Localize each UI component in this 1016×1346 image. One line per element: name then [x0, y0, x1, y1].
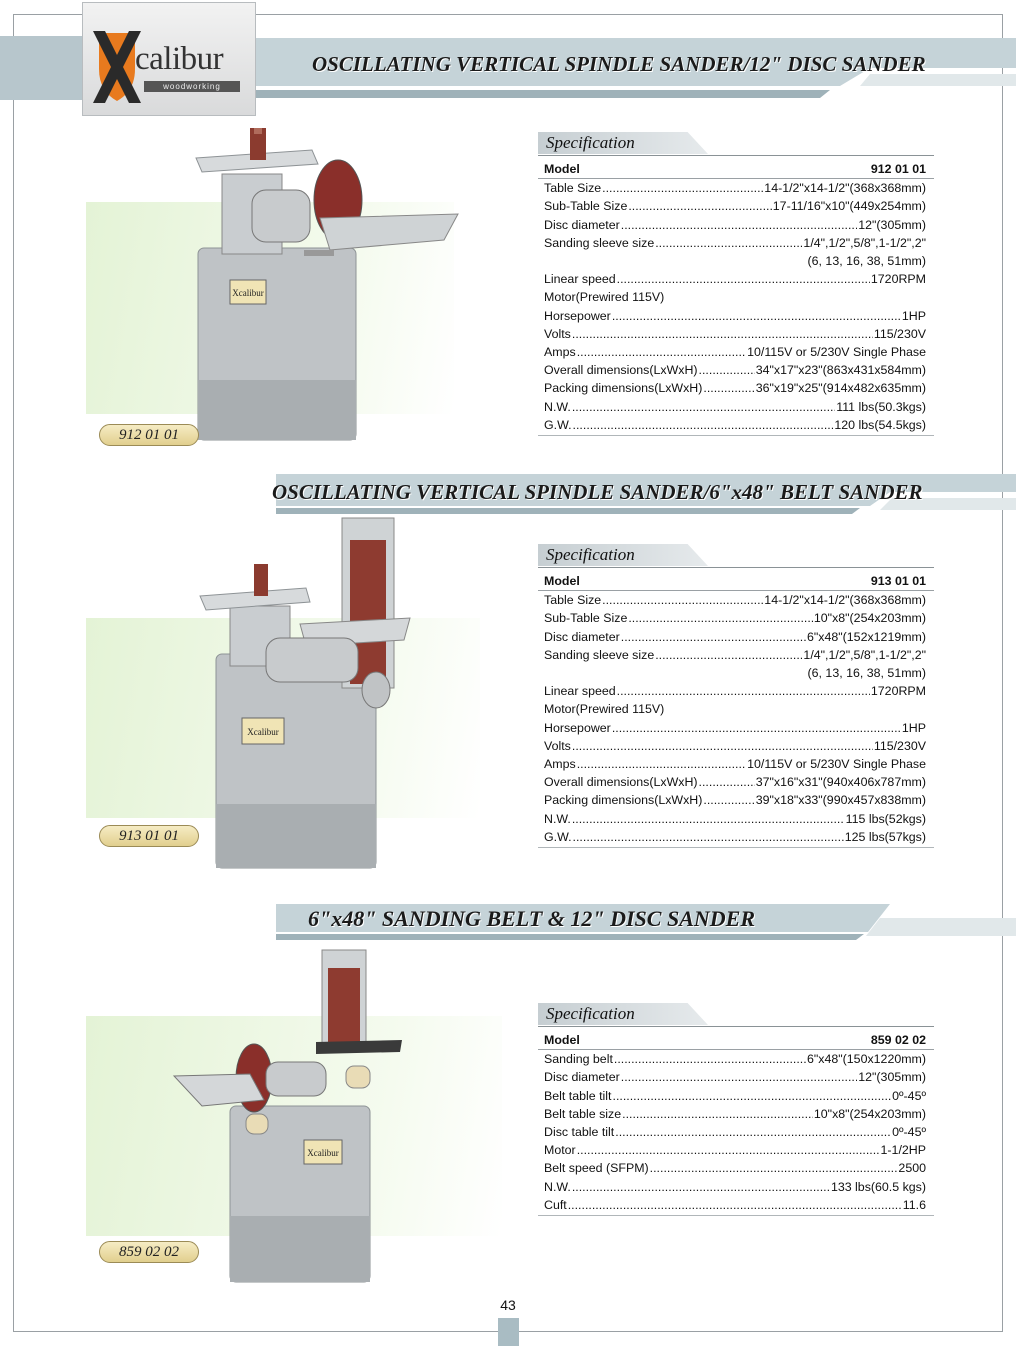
spec-value: 12"(305mm) [858, 1070, 926, 1085]
product-photo-859 [170, 946, 406, 1286]
spec-value: 36"x19"x25"(914x482x635mm) [755, 381, 926, 396]
page-tab-marker [498, 1318, 519, 1346]
spec-value: 10"x8"(254x203mm) [813, 1106, 926, 1121]
spec-value: 125 lbs(57kgs) [844, 829, 926, 844]
leader-dots [655, 646, 802, 664]
spec-row [538, 791, 934, 809]
leader-dots [572, 810, 845, 828]
spec-row [538, 1141, 934, 1159]
spec-model-row: Model 913 01 01 [538, 572, 934, 591]
leader-dots [621, 628, 806, 646]
spec-table-2 [538, 544, 934, 848]
spec-row [538, 1159, 934, 1177]
spec-value: 115 lbs(52kgs) [845, 811, 926, 826]
spec-value: 1HP [901, 308, 926, 323]
spec-value: 34"x17"x23"(863x431x584mm) [755, 363, 926, 378]
spec-row [538, 628, 934, 646]
spec-key: Sub-Table Size [544, 199, 628, 214]
spec-row [538, 1196, 934, 1214]
spec-key: Motor(Prewired 115V) [544, 702, 665, 717]
spec-row [538, 719, 934, 737]
leader-dots [602, 179, 763, 197]
spec-key: Table Size [544, 593, 602, 608]
spec-row [538, 609, 934, 627]
leader-dots [617, 682, 870, 700]
spec-value: 6"x48"(152x1219mm) [807, 629, 926, 644]
spec-value: 1/4",1/2",5/8",1-1/2",2" [803, 235, 926, 250]
spec-key: Packing dimensions(LxWxH) [544, 793, 703, 808]
spec-row [538, 270, 934, 288]
spec-row [538, 288, 934, 306]
leader-dots [703, 379, 754, 397]
spec-row [538, 343, 934, 361]
product-code-badge-3: 859 02 02 [99, 1241, 199, 1263]
spec-key: Linear speed [544, 272, 616, 287]
spec-value: 14-1/2"x14-1/2"(368x368mm) [764, 181, 926, 196]
spec-key: Packing dimensions(LxWxH) [544, 381, 703, 396]
spec-row [538, 325, 934, 343]
spec-value: 17-11/16"x10"(449x254mm) [772, 199, 926, 214]
product-title-2: OSCILLATING VERTICAL SPINDLE SANDER/6"x48" BELT SANDER [272, 480, 923, 504]
svg-text:Xcalibur: Xcalibur [247, 727, 279, 737]
spec-value: 115/230V [873, 326, 926, 341]
spec-value: 1720RPM [870, 684, 926, 699]
leader-dots [572, 325, 873, 343]
spec-key: Sanding sleeve size [544, 647, 655, 662]
spec-key: Horsepower [544, 308, 611, 323]
spec-key: Overall dimensions(LxWxH) [544, 363, 698, 378]
spec-value: 0º-45º [892, 1088, 926, 1103]
leader-dots [612, 307, 901, 325]
leader-dots [573, 416, 834, 434]
svg-text:Xcalibur: Xcalibur [307, 1148, 339, 1158]
spec-key: Cuft [544, 1197, 567, 1212]
spec-row [538, 682, 934, 700]
spec-table-1 [538, 132, 934, 436]
spec-heading-3 [538, 1003, 934, 1027]
spec-row [538, 1178, 934, 1196]
product-code-badge-2: 913 01 01 [99, 825, 199, 847]
product-title-1: OSCILLATING VERTICAL SPINDLE SANDER/12" DISC SANDER [312, 52, 926, 76]
spec-model-row: Model 859 02 02 [538, 1031, 934, 1050]
spec-value: 2500 [898, 1161, 926, 1176]
logo-tagline: woodworking [144, 81, 240, 92]
spec-value: 10/115V or 5/230V Single Phase [747, 345, 926, 360]
leader-dots [621, 216, 858, 234]
spec-key: Disc diameter [544, 1070, 620, 1085]
spec-row [538, 179, 934, 197]
leader-dots [613, 1087, 892, 1105]
spec-row [538, 398, 934, 416]
spec-key: Table Size [544, 181, 602, 196]
spec-row [538, 737, 934, 755]
spec-key: Belt speed (SFPM) [544, 1161, 649, 1176]
spec-row [538, 307, 934, 325]
spec-row [538, 1068, 934, 1086]
spec-value: 12"(305mm) [858, 217, 926, 232]
spec-key: Belt table size [544, 1106, 622, 1121]
spec-key: Amps [544, 345, 576, 360]
product-title-3: 6"x48" SANDING BELT & 12" DISC SANDER [308, 906, 755, 931]
spec-value: 10/115V or 5/230V Single Phase [747, 757, 926, 772]
spec-key: Linear speed [544, 684, 616, 699]
spec-key: N.W. [544, 1179, 571, 1194]
spec-key: Sanding belt [544, 1052, 613, 1067]
spec-value: 120 lbs(54.5kgs) [834, 417, 926, 432]
spec-key: Disc diameter [544, 629, 620, 644]
leader-dots [577, 343, 746, 361]
spec-value: 0º-45º [892, 1125, 926, 1140]
leader-dots [568, 1196, 902, 1214]
spec-key: Disc diameter [544, 217, 620, 232]
spec-key: Sanding sleeve size [544, 235, 655, 250]
product-photo-912 [192, 128, 472, 446]
leader-dots [572, 398, 835, 416]
spec-row [538, 591, 934, 609]
spec-key: Motor [544, 1143, 576, 1158]
leader-dots [622, 1105, 813, 1123]
spec-row [538, 828, 934, 846]
spec-row [538, 1087, 934, 1105]
leader-dots [628, 609, 813, 627]
page-number: 43 [500, 1297, 516, 1313]
spec-value: 37"x16"x31"(940x406x787mm) [755, 775, 926, 790]
spec-row [538, 234, 934, 252]
spec-heading-1 [538, 132, 934, 156]
spec-value: (6, 13, 16, 38, 51mm) [807, 254, 926, 269]
leader-dots [577, 1141, 880, 1159]
spec-row [538, 197, 934, 215]
spec-key: Motor(Prewired 115V) [544, 290, 665, 305]
spec-value: 10"x8"(254x203mm) [813, 611, 926, 626]
spec-row [538, 361, 934, 379]
spec-row [538, 216, 934, 234]
spec-key: Overall dimensions(LxWxH) [544, 775, 698, 790]
spec-heading-label: Specification [546, 1004, 635, 1023]
spec-value: 1/4",1/2",5/8",1-1/2",2" [803, 647, 926, 662]
spec-key: N.W. [544, 811, 571, 826]
spec-value: 14-1/2"x14-1/2"(368x368mm) [764, 593, 926, 608]
spec-row [538, 664, 934, 682]
leader-dots [699, 773, 755, 791]
spec-row [538, 810, 934, 828]
spec-table-3 [538, 1003, 934, 1216]
spec-row [538, 700, 934, 718]
spec-value: 133 lbs(60.5 kgs) [830, 1179, 926, 1194]
spec-row [538, 1123, 934, 1141]
spec-key: G.W. [544, 417, 572, 432]
spec-value: 1-1/2HP [880, 1143, 926, 1158]
leader-dots [655, 234, 802, 252]
spec-row [538, 416, 934, 434]
leader-dots [628, 197, 771, 215]
spec-heading-label: Specification [546, 545, 635, 564]
spec-value: 111 lbs(50.3kgs) [836, 399, 926, 414]
leader-dots [615, 1123, 891, 1141]
leader-dots [572, 1178, 830, 1196]
spec-row [538, 1050, 934, 1068]
spec-row [538, 1105, 934, 1123]
spec-heading-2 [538, 544, 934, 568]
leader-dots [617, 270, 870, 288]
spec-row [538, 379, 934, 397]
spec-value: 11.6 [902, 1197, 926, 1212]
spec-key: Disc table tilt [544, 1125, 615, 1140]
logo-wordmark: calibur [135, 41, 224, 77]
leader-dots [703, 791, 754, 809]
leader-dots [572, 737, 873, 755]
leader-dots [602, 591, 763, 609]
spec-row [538, 755, 934, 773]
spec-key: Amps [544, 757, 576, 772]
leader-dots [612, 719, 901, 737]
spec-row [538, 646, 934, 664]
spec-key: Horsepower [544, 720, 611, 735]
spec-value: 115/230V [873, 738, 926, 753]
spec-value: (6, 13, 16, 38, 51mm) [807, 666, 926, 681]
spec-key: Belt table tilt [544, 1088, 612, 1103]
leader-dots [621, 1068, 858, 1086]
product-photo-913 [196, 514, 420, 874]
spec-value: 1720RPM [870, 272, 926, 287]
spec-key: Volts [544, 326, 571, 341]
spec-row [538, 773, 934, 791]
leader-dots [650, 1159, 898, 1177]
spec-key: G.W. [544, 829, 572, 844]
svg-text:Xcalibur: Xcalibur [232, 288, 264, 298]
product-code-badge-1: 912 01 01 [99, 424, 199, 446]
spec-key: Volts [544, 738, 571, 753]
spec-key: N.W. [544, 399, 571, 414]
spec-value: 6"x48"(150x1220mm) [807, 1052, 926, 1067]
spec-row [538, 252, 934, 270]
leader-dots [577, 755, 746, 773]
spec-key: Sub-Table Size [544, 611, 628, 626]
spec-model-row: Model 912 01 01 [538, 160, 934, 179]
leader-dots [614, 1050, 806, 1068]
spec-heading-label: Specification [546, 133, 635, 152]
leader-dots [699, 361, 755, 379]
leader-dots [573, 828, 844, 846]
spec-value: 39"x18"x33"(990x457x838mm) [755, 793, 926, 808]
spec-value: 1HP [901, 720, 926, 735]
